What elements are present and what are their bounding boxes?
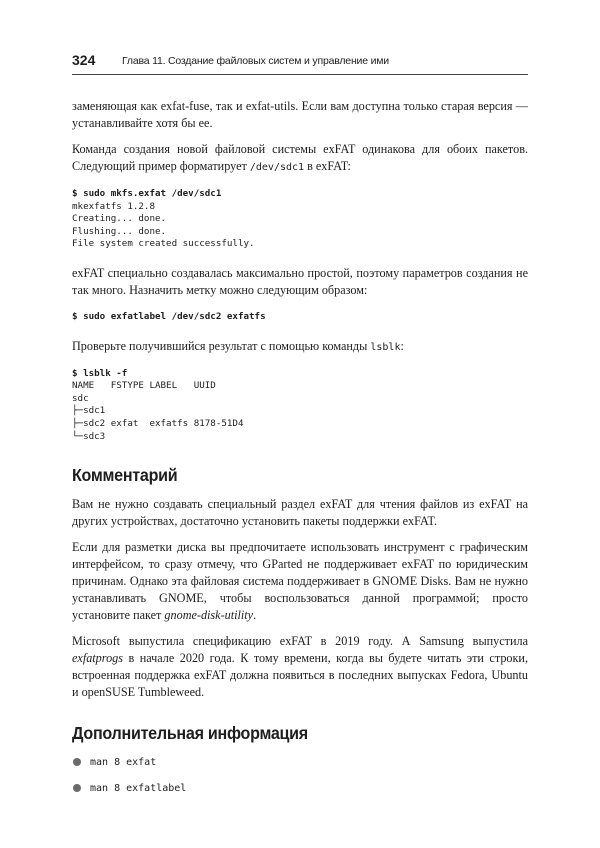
- code-block-lsblk: [72, 368, 528, 444]
- list-item: [72, 754, 528, 771]
- list-item: [72, 780, 528, 797]
- page-body: [72, 98, 528, 806]
- code-block-exfatlabel: [72, 311, 528, 324]
- man-page-name: exfat: [126, 757, 157, 769]
- section-heading-info: Дополнительная информация: [72, 723, 308, 744]
- bullet-icon: [73, 784, 81, 792]
- text: в exFAT:: [304, 159, 351, 173]
- package-name: gnome-disk-utility: [164, 608, 254, 623]
- reference-list: [72, 754, 528, 797]
- code-command: $ lsblk -f: [72, 367, 128, 379]
- text: Если для разметки диска вы предпочитаете использовать инструмент с графическим интерфейсом, то сразу отмечу, что GParted не поддерживает exFAT по юридическим причинам. Однако эта файловая система поддерживает в GNOME Disks. Вам не нужно устанавливать GNOME, чтобы воспользоваться данной программой; просто установите пакет: [72, 540, 528, 623]
- text: в начале 2020 года. К тому времени, когда вы будете читать эти строки, встроенная поддержка exFAT должна появиться в последних выпусках Fedora, Ubuntu и openSUSE Tumbleweed.: [72, 651, 528, 700]
- code-command: $ sudo exfatlabel /dev/sdc2 exfatfs: [72, 310, 266, 322]
- page-number: 324: [72, 52, 96, 68]
- text: Команда создания новой файловой системы exFAT одинакова для обоих пакетов. Следующий пример форматирует: [72, 142, 528, 173]
- paragraph-lsblk-intro: [72, 338, 528, 356]
- paragraph-comment-2: [72, 539, 528, 624]
- code-output: mkexfatfs 1.2.8 Creating... done. Flushing... done. File system created successfully.: [72, 200, 255, 250]
- package-name: exfatprogs: [72, 651, 123, 666]
- man-page-name: exfatlabel: [126, 783, 187, 795]
- paragraph-comment-3: [72, 633, 528, 701]
- section-heading-comment: Комментарий: [72, 465, 178, 486]
- code-block-mkfs: [72, 188, 528, 251]
- running-header: [72, 50, 528, 75]
- text: .: [253, 608, 257, 623]
- code-command: $ sudo mkfs.exfat /dev/sdc1: [72, 188, 222, 199]
- paragraph-mkfs-intro: [72, 141, 528, 176]
- inline-code-lsblk: lsblk: [370, 341, 401, 353]
- chapter-title: Глава 11. Создание файловых систем и управление ими: [122, 55, 389, 67]
- bullet-icon: [73, 758, 81, 766]
- paragraph-continuation: заменяющая как exfat-fuse, так и exfat-utils. Если вам доступна только старая версия — устанавливайте хотя бы ее.: [72, 99, 528, 130]
- man-prefix: man 8: [90, 757, 127, 769]
- text: Проверьте получившийся результат с помощью команды: [72, 338, 371, 353]
- text: :: [400, 338, 404, 353]
- code-output: NAME FSTYPE LABEL UUID sdc ├─sdc1 ├─sdc2 exfat exfatfs 8178-51D4 └─sdc3: [72, 380, 244, 442]
- man-prefix: man 8: [90, 783, 127, 795]
- paragraph-comment-1: Вам не нужно создавать специальный раздел exFAT для чтения файлов из exFAT на других устройствах, достаточно установить пакеты поддержки exFAT.: [72, 497, 528, 529]
- text: Microsoft выпустила спецификацию exFAT в 2019 году. А Samsung выпустила: [72, 634, 528, 649]
- paragraph-label-intro: exFAT специально создавалась максимально простой, поэтому параметров создания не так много. Назначить метку можно следующим образом:: [72, 265, 528, 297]
- inline-code-device: /dev/sdc1: [249, 162, 305, 173]
